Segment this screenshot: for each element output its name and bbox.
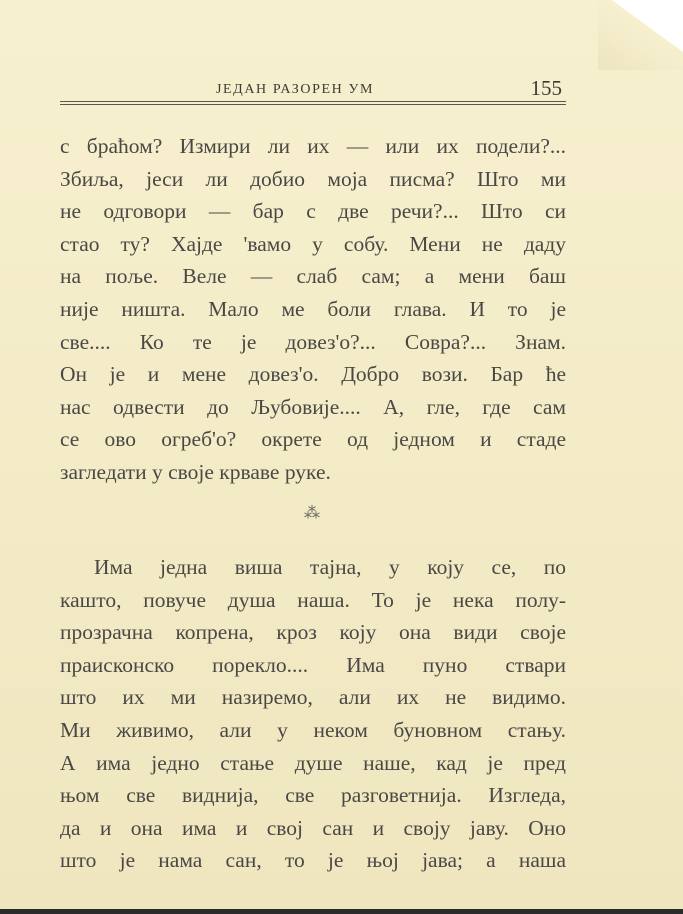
header-rule-bottom — [60, 104, 566, 105]
text-line: Збиља, јеси ли добио моја писма? Што ми — [60, 166, 566, 191]
text-line: што их ми назиремо, али их не видимо. — [60, 685, 566, 710]
text-line: загледати у своје крваве руке. — [60, 459, 331, 484]
paragraph-2 — [60, 551, 566, 877]
text-line: да и она има и свој сан и своју јаву. Оно — [60, 815, 566, 840]
text-line: што је нама сан, то је њој јава; а наша — [60, 848, 566, 873]
text-line: није ништа. Мало ме боли глава. И то је — [60, 296, 566, 321]
text-line: се ово огреб'о? окрете од једном и стаде — [60, 427, 566, 452]
text-line: кашто, повуче душа наша. То је нека полу- — [60, 587, 566, 612]
scan-bottom-edge — [0, 909, 683, 914]
text-line: Ми живимо, али у неком буновном стању. — [60, 717, 566, 742]
text-line: с браћом? Измири ли их — или их подели?... — [60, 134, 566, 158]
text-line: Он је и мене довез'о. Добро вози. Бар ће — [60, 362, 566, 387]
text-line: њом све виднија, све разговетнија. Изгледа, — [60, 783, 566, 808]
running-title: ЈЕДАН РАЗОРЕН УМ — [215, 82, 375, 97]
running-head — [60, 78, 566, 100]
text-line: стао ту? Хајде 'вамо у собу. Мени не даду — [60, 231, 566, 256]
text-line: праисконско порекло.... Има пуно ствари — [60, 652, 566, 677]
text-line: А има једно стање душе наше, кад је пред — [60, 750, 566, 775]
text-line: прозрачна копрена, кроз коју она види своје — [60, 620, 566, 645]
header-rule-top — [60, 101, 566, 102]
text-line: нас одвести до Љубовије.... А, гле, где сам — [60, 394, 566, 419]
page-number: 155 — [530, 76, 562, 100]
section-ornament: ⁂ — [304, 505, 320, 522]
text-line: на поље. Веле — слаб сам; а мени баш — [60, 264, 566, 289]
paragraph-1 — [60, 130, 566, 489]
text-line: не одговори — бар с две речи?... Што си — [60, 199, 566, 224]
text-line: све.... Ко те је довез'о?... Совра?... Знам. — [60, 329, 566, 354]
text-line: Има једна виша тајна, у коју се, по — [94, 555, 566, 579]
